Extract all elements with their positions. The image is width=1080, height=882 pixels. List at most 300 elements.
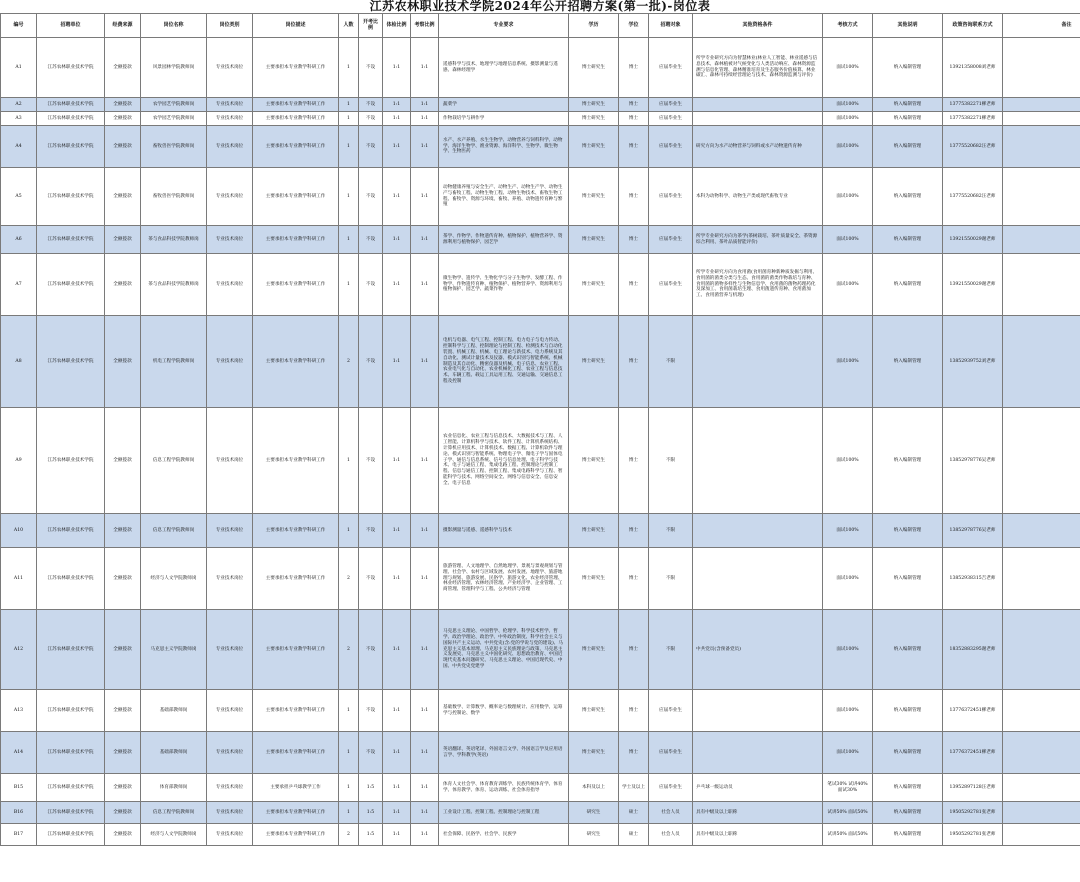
cell-description: 主要承担本专业教学科研工作	[253, 38, 339, 98]
cell-education: 博士研究生	[569, 168, 619, 226]
cell-note: 纳入编制管理	[873, 824, 943, 846]
cell-inspect-ratio: 1:1	[411, 774, 439, 802]
cell-contact: 13921358008刘老师	[943, 38, 1003, 98]
cell-contact: 13852978776吴老师	[943, 514, 1003, 548]
cell-unit: 江苏农林职业技术学院	[37, 126, 105, 168]
cell-target: 不限	[649, 610, 693, 690]
cell-degree: 博士	[619, 316, 649, 408]
cell-remark	[1003, 408, 1080, 514]
table-row	[1, 126, 1080, 168]
table-row	[1, 732, 1080, 774]
cell-target: 应届毕业生	[649, 226, 693, 254]
cell-assessment: 面试100%	[823, 126, 873, 168]
cell-inspect-ratio: 1:1	[411, 408, 439, 514]
cell-target: 应届毕业生	[649, 774, 693, 802]
cell-exam-ratio: 1:1	[383, 168, 411, 226]
cell-category: 专业技术岗位	[207, 254, 253, 316]
cell-note: 纳入编制管理	[873, 548, 943, 610]
table-row	[1, 38, 1080, 98]
cell-funding: 全额拨款	[105, 168, 141, 226]
header-target: 招聘对象	[649, 14, 693, 38]
cell-contact: 13776372451柳老师	[943, 732, 1003, 774]
cell-count: 1	[339, 514, 359, 548]
table-row	[1, 802, 1080, 824]
cell-remark	[1003, 802, 1080, 824]
cell-open-ratio: 不设	[359, 690, 383, 732]
header-education: 学历	[569, 14, 619, 38]
cell-position-name: 基础部教师岗	[141, 690, 207, 732]
cell-open-ratio: 不设	[359, 316, 383, 408]
cell-education: 博士研究生	[569, 690, 619, 732]
cell-funding: 全额拨款	[105, 226, 141, 254]
cell-education: 博士研究生	[569, 38, 619, 98]
cell-open-ratio: 不设	[359, 112, 383, 126]
table-row	[1, 226, 1080, 254]
cell-education: 博士研究生	[569, 226, 619, 254]
cell-education: 博士研究生	[569, 316, 619, 408]
cell-target: 应届毕业生	[649, 732, 693, 774]
cell-major: 作物栽培学与耕作学	[439, 112, 569, 126]
cell-major: 遥感科学与技术、地理学与地理信息系统、摄影测量与遥感、森林经理学	[439, 38, 569, 98]
cell-conditions: 所学专业研究方向为茶学(茶树栽培、茶叶质量安全、茶资源综合利用、茶叶品质智能评价)	[693, 226, 823, 254]
cell-category: 专业技术岗位	[207, 408, 253, 514]
cell-conditions	[693, 690, 823, 732]
cell-conditions	[693, 316, 823, 408]
cell-assessment: 试讲50% 面试50%	[823, 824, 873, 846]
cell-count: 2	[339, 316, 359, 408]
cell-funding: 全额拨款	[105, 824, 141, 846]
cell-degree: 硕士	[619, 802, 649, 824]
cell-conditions: 具有中级及以上职称	[693, 802, 823, 824]
cell-id: B16	[1, 802, 37, 824]
cell-description: 主要承担本专业教学科研工作	[253, 168, 339, 226]
cell-unit: 江苏农林职业技术学院	[37, 408, 105, 514]
cell-major: 动物健康养殖与安全生产、动物生产、动物生产学、动物生产与畜牧工程、动物生物工程、动物生物技术、畜牧生物工程、畜牧学、资源与环境、畜牧、养殖、动物遗传育种与繁殖	[439, 168, 569, 226]
cell-count: 1	[339, 112, 359, 126]
cell-inspect-ratio: 1:1	[411, 610, 439, 690]
cell-note: 纳入编制管理	[873, 168, 943, 226]
cell-id: A14	[1, 732, 37, 774]
cell-inspect-ratio: 1:1	[411, 168, 439, 226]
cell-target: 应届毕业生	[649, 690, 693, 732]
cell-category: 专业技术岗位	[207, 732, 253, 774]
cell-position-name: 畜牧兽医学院教师岗	[141, 168, 207, 226]
cell-description: 主要承担本专业教学科研工作	[253, 98, 339, 112]
cell-open-ratio: 1:5	[359, 774, 383, 802]
cell-assessment: 面试100%	[823, 38, 873, 98]
cell-count: 1	[339, 732, 359, 774]
cell-open-ratio: 1:5	[359, 824, 383, 846]
cell-position-name: 体育部教师岗	[141, 774, 207, 802]
cell-unit: 江苏农林职业技术学院	[37, 774, 105, 802]
cell-note: 纳入编制管理	[873, 802, 943, 824]
cell-contact: 13776372451柳老师	[943, 690, 1003, 732]
cell-remark	[1003, 514, 1080, 548]
cell-id: A8	[1, 316, 37, 408]
cell-target: 应届毕业生	[649, 126, 693, 168]
cell-category: 专业技术岗位	[207, 226, 253, 254]
cell-major: 社会保障、民俗学、社会学、民族学	[439, 824, 569, 846]
cell-inspect-ratio: 1:1	[411, 802, 439, 824]
cell-exam-ratio: 1:1	[383, 126, 411, 168]
cell-education: 本科及以上	[569, 774, 619, 802]
cell-remark	[1003, 732, 1080, 774]
cell-conditions	[693, 548, 823, 610]
table-row	[1, 824, 1080, 846]
cell-category: 专业技术岗位	[207, 802, 253, 824]
cell-count: 2	[339, 610, 359, 690]
cell-contact: 13775382271柳老师	[943, 98, 1003, 112]
cell-note: 纳入编制管理	[873, 254, 943, 316]
cell-inspect-ratio: 1:1	[411, 226, 439, 254]
cell-contact: 13952897128汪老师	[943, 774, 1003, 802]
header-unit: 招聘单位	[37, 14, 105, 38]
cell-unit: 江苏农林职业技术学院	[37, 38, 105, 98]
cell-contact: 19505292781张老师	[943, 824, 1003, 846]
cell-position-name: 马克思主义学院教师岗	[141, 610, 207, 690]
cell-exam-ratio: 1:1	[383, 112, 411, 126]
cell-count: 1	[339, 690, 359, 732]
cell-open-ratio: 1:5	[359, 802, 383, 824]
cell-target: 不限	[649, 514, 693, 548]
cell-unit: 江苏农林职业技术学院	[37, 732, 105, 774]
cell-target: 应届毕业生	[649, 168, 693, 226]
cell-funding: 全额拨款	[105, 112, 141, 126]
cell-description: 主要承担本专业教学科研工作	[253, 112, 339, 126]
cell-funding: 全额拨款	[105, 610, 141, 690]
cell-major: 茶学、作物学、作物遗传育种、植物保护、植物营养学、资源利用与植物保护、园艺学	[439, 226, 569, 254]
cell-assessment: 面试100%	[823, 408, 873, 514]
cell-id: A11	[1, 548, 37, 610]
cell-target: 应届毕业生	[649, 112, 693, 126]
cell-position-name: 农学园艺学院教师岗	[141, 98, 207, 112]
cell-unit: 江苏农林职业技术学院	[37, 168, 105, 226]
cell-assessment: 面试100%	[823, 732, 873, 774]
cell-degree: 博士	[619, 168, 649, 226]
cell-id: A13	[1, 690, 37, 732]
cell-open-ratio: 不设	[359, 38, 383, 98]
cell-conditions: 中共党员(含预备党员)	[693, 610, 823, 690]
cell-funding: 全额拨款	[105, 38, 141, 98]
cell-inspect-ratio: 1:1	[411, 690, 439, 732]
cell-major: 微生物学、遗传学、生物化学与分子生物学、发酵工程、作物学、作物遗传育种、植物保护、植物营养学、资源利用与植物保护、园艺学、蔬菜作物	[439, 254, 569, 316]
cell-major: 农业信息化、农业工程与信息技术、大数据技术与工程、人工智能、计算机科学与技术、软件工程、计算机系统结构、计算机应用技术、计算机技术、数据工程、计算机软件与理论、模式识别与智能系统、物理电子学、微电子学与固体电子学、通信与信息系统、信号与信息处理、电子科学与技术、电子与通信工程、集成电路工程、控制理论与控制工程、信息与通信工程、控制工程、集成电路科学与工程、智能科学与技术、网络空间安全、网络与信息安全、信息安全、电子信息	[439, 408, 569, 514]
cell-exam-ratio: 1:1	[383, 98, 411, 112]
cell-remark	[1003, 226, 1080, 254]
cell-inspect-ratio: 1:1	[411, 824, 439, 846]
cell-assessment: 面试100%	[823, 316, 873, 408]
cell-category: 专业技术岗位	[207, 316, 253, 408]
cell-conditions: 具有中级及以上职称	[693, 824, 823, 846]
cell-position-name: 经济与人文学院教师岗	[141, 824, 207, 846]
cell-description: 主要承担本专业教学科研工作	[253, 732, 339, 774]
cell-category: 专业技术岗位	[207, 112, 253, 126]
cell-id: B15	[1, 774, 37, 802]
cell-education: 博士研究生	[569, 610, 619, 690]
cell-education: 博士研究生	[569, 548, 619, 610]
cell-position-name: 信息工程学院教师岗	[141, 514, 207, 548]
cell-category: 专业技术岗位	[207, 824, 253, 846]
cell-inspect-ratio: 1:1	[411, 112, 439, 126]
cell-count: 1	[339, 802, 359, 824]
cell-remark	[1003, 824, 1080, 846]
cell-assessment: 面试100%	[823, 98, 873, 112]
table-row	[1, 112, 1080, 126]
cell-contact: 13775520682汪老师	[943, 168, 1003, 226]
recruitment-table	[0, 13, 1080, 846]
cell-count: 2	[339, 548, 359, 610]
cell-inspect-ratio: 1:1	[411, 548, 439, 610]
cell-remark	[1003, 126, 1080, 168]
cell-position-name: 茶与食品科技学院教师岗	[141, 254, 207, 316]
cell-open-ratio: 不设	[359, 254, 383, 316]
cell-funding: 全额拨款	[105, 514, 141, 548]
cell-target: 不限	[649, 316, 693, 408]
table-row	[1, 774, 1080, 802]
cell-remark	[1003, 548, 1080, 610]
cell-description: 主要承担本专业教学科研工作	[253, 408, 339, 514]
cell-education: 博士研究生	[569, 408, 619, 514]
cell-education: 研究生	[569, 802, 619, 824]
cell-description: 主要承担本专业教学科研工作	[253, 548, 339, 610]
cell-exam-ratio: 1:1	[383, 802, 411, 824]
cell-major: 水产、水产养殖、水生生物学、动物营养与饲料科学、动物学、海洋生物学、渔业资源、海洋科学、生物学、微生物学、生物医药	[439, 126, 569, 168]
cell-unit: 江苏农林职业技术学院	[37, 824, 105, 846]
cell-unit: 江苏农林职业技术学院	[37, 316, 105, 408]
cell-degree: 博士	[619, 112, 649, 126]
cell-assessment: 面试100%	[823, 254, 873, 316]
header-degree: 学位	[619, 14, 649, 38]
cell-position-name: 风景园林学院教师岗	[141, 38, 207, 98]
cell-open-ratio: 不设	[359, 168, 383, 226]
cell-unit: 江苏农林职业技术学院	[37, 802, 105, 824]
cell-funding: 全额拨款	[105, 126, 141, 168]
table-row	[1, 168, 1080, 226]
cell-assessment: 面试100%	[823, 226, 873, 254]
cell-id: A12	[1, 610, 37, 690]
header-major: 专业要求	[439, 14, 569, 38]
cell-id: A4	[1, 126, 37, 168]
cell-id: A10	[1, 514, 37, 548]
cell-note: 纳入编制管理	[873, 126, 943, 168]
cell-note: 纳入编制管理	[873, 98, 943, 112]
cell-unit: 江苏农林职业技术学院	[37, 254, 105, 316]
cell-major: 摄影测量与遥感、遥感科学与技术	[439, 514, 569, 548]
cell-open-ratio: 不设	[359, 548, 383, 610]
table-row	[1, 316, 1080, 408]
cell-id: A3	[1, 112, 37, 126]
cell-major: 英语翻译、英语笔译、外国语言文学、外国语言学及应用语言学、学科教学(英语)	[439, 732, 569, 774]
cell-exam-ratio: 1:1	[383, 38, 411, 98]
cell-funding: 全额拨款	[105, 732, 141, 774]
cell-id: B17	[1, 824, 37, 846]
cell-description: 主要承担本专业教学科研工作	[253, 610, 339, 690]
cell-funding: 全额拨款	[105, 774, 141, 802]
cell-exam-ratio: 1:1	[383, 514, 411, 548]
cell-conditions: 研究方向为水产动物营养与饲料或水产动物遗传育种	[693, 126, 823, 168]
header-exam-ratio: 体检比例	[383, 14, 411, 38]
cell-exam-ratio: 1:1	[383, 316, 411, 408]
cell-conditions: 所学专业研究方向为智慧林业(林业人工智能、林业遥感与信息技术、森林植被对气候变化与人类活动响应、森林资源监测与信息化管理、森林精准培育及生态服务价值核算、林业碳汇、森林可持续经营理论与技术、森林资源监测与评价)	[693, 38, 823, 98]
cell-target: 社会人员	[649, 802, 693, 824]
cell-inspect-ratio: 1:1	[411, 514, 439, 548]
cell-inspect-ratio: 1:1	[411, 98, 439, 112]
cell-open-ratio: 不设	[359, 408, 383, 514]
cell-target: 不限	[649, 548, 693, 610]
page-title: 江苏农林职业技术学院2024年公开招聘方案(第一批)-岗位表	[369, 0, 711, 13]
cell-id: A1	[1, 38, 37, 98]
cell-funding: 全额拨款	[105, 802, 141, 824]
cell-education: 博士研究生	[569, 112, 619, 126]
cell-major: 马克思主义理论、中国哲学、伦理学、科学技术哲学、哲学、政治学理论、政治学、中外政治制度、科学社会主义与国际共产主义运动、中共党史(含:党的学说与党的建设)、马克思主义基本原理、马克思主义民族理论与政策、马克思主义发展史、马克思主义中国化研究、思想政治教育、中国近现代史基本问题研究、马克思主义理论、中国近现代史、中国、中共党史党建学	[439, 610, 569, 690]
cell-inspect-ratio: 1:1	[411, 316, 439, 408]
cell-assessment: 面试100%	[823, 112, 873, 126]
cell-category: 专业技术岗位	[207, 98, 253, 112]
header-id: 编号	[1, 14, 37, 38]
cell-remark	[1003, 690, 1080, 732]
cell-assessment: 面试100%	[823, 690, 873, 732]
cell-exam-ratio: 1:1	[383, 254, 411, 316]
cell-description: 主要承担本专业教学科研工作	[253, 514, 339, 548]
cell-position-name: 畜牧兽医学院教师岗	[141, 126, 207, 168]
cell-contact: 13852938315吉老师	[943, 548, 1003, 610]
cell-note: 纳入编制管理	[873, 226, 943, 254]
cell-open-ratio: 不设	[359, 732, 383, 774]
cell-note: 纳入编制管理	[873, 112, 943, 126]
cell-category: 专业技术岗位	[207, 126, 253, 168]
cell-degree: 博士	[619, 408, 649, 514]
cell-position-name: 农学园艺学院教师岗	[141, 112, 207, 126]
cell-assessment: 面试100%	[823, 514, 873, 548]
cell-remark	[1003, 316, 1080, 408]
cell-unit: 江苏农林职业技术学院	[37, 690, 105, 732]
cell-position-name: 基础部教师岗	[141, 732, 207, 774]
cell-exam-ratio: 1:1	[383, 548, 411, 610]
cell-conditions: 本科为动物科学、动物生产类或现代畜牧专业	[693, 168, 823, 226]
cell-exam-ratio: 1:1	[383, 408, 411, 514]
cell-major: 蔬菜学	[439, 98, 569, 112]
cell-remark	[1003, 38, 1080, 98]
cell-degree: 博士	[619, 38, 649, 98]
cell-assessment: 笔试30% 试讲40% 面试30%	[823, 774, 873, 802]
cell-conditions	[693, 514, 823, 548]
cell-inspect-ratio: 1:1	[411, 38, 439, 98]
table-row	[1, 610, 1080, 690]
cell-funding: 全额拨款	[105, 690, 141, 732]
cell-contact: 19505292781张老师	[943, 802, 1003, 824]
cell-unit: 江苏农林职业技术学院	[37, 226, 105, 254]
table-row	[1, 514, 1080, 548]
cell-assessment: 面试100%	[823, 548, 873, 610]
cell-funding: 全额拨款	[105, 316, 141, 408]
cell-contact: 13921550029谢老师	[943, 226, 1003, 254]
cell-target: 社会人员	[649, 824, 693, 846]
cell-major: 体育人文社会学、体育教育训练学、民族传统体育学、体育学、体育教学、体育、运动训练、社会体育指导	[439, 774, 569, 802]
cell-major: 基础数学、计算数学、概率论与数理统计、应用数学、运筹学与控制论、数学	[439, 690, 569, 732]
cell-unit: 江苏农林职业技术学院	[37, 610, 105, 690]
cell-funding: 全额拨款	[105, 98, 141, 112]
cell-count: 1	[339, 408, 359, 514]
cell-position-name: 信息工程学院教师岗	[141, 802, 207, 824]
cell-note: 纳入编制管理	[873, 316, 943, 408]
cell-count: 1	[339, 254, 359, 316]
cell-note: 纳入编制管理	[873, 732, 943, 774]
cell-description: 主要承担乒乓球教学工作	[253, 774, 339, 802]
cell-open-ratio: 不设	[359, 226, 383, 254]
header-description: 岗位描述	[253, 14, 339, 38]
cell-contact: 13775382271柳老师	[943, 112, 1003, 126]
cell-note: 纳入编制管理	[873, 690, 943, 732]
cell-education: 博士研究生	[569, 514, 619, 548]
cell-remark	[1003, 610, 1080, 690]
cell-note: 纳入编制管理	[873, 610, 943, 690]
cell-category: 专业技术岗位	[207, 548, 253, 610]
cell-count: 1	[339, 774, 359, 802]
cell-category: 专业技术岗位	[207, 514, 253, 548]
cell-id: A7	[1, 254, 37, 316]
cell-degree: 博士	[619, 226, 649, 254]
cell-category: 专业技术岗位	[207, 774, 253, 802]
cell-id: A5	[1, 168, 37, 226]
header-assessment: 考核方式	[823, 14, 873, 38]
cell-exam-ratio: 1:1	[383, 226, 411, 254]
cell-exam-ratio: 1:1	[383, 732, 411, 774]
header-category: 岗位类别	[207, 14, 253, 38]
cell-open-ratio: 不设	[359, 514, 383, 548]
cell-degree: 博士	[619, 98, 649, 112]
cell-id: A9	[1, 408, 37, 514]
cell-degree: 硕士	[619, 824, 649, 846]
table-row	[1, 548, 1080, 610]
cell-open-ratio: 不设	[359, 126, 383, 168]
cell-remark	[1003, 98, 1080, 112]
cell-conditions	[693, 112, 823, 126]
cell-target: 应届毕业生	[649, 38, 693, 98]
cell-remark	[1003, 112, 1080, 126]
cell-count: 1	[339, 226, 359, 254]
cell-education: 博士研究生	[569, 126, 619, 168]
cell-count: 1	[339, 126, 359, 168]
cell-exam-ratio: 1:1	[383, 774, 411, 802]
cell-degree: 学士及以上	[619, 774, 649, 802]
cell-open-ratio: 不设	[359, 98, 383, 112]
cell-contact: 13852978776吴老师	[943, 408, 1003, 514]
cell-category: 专业技术岗位	[207, 690, 253, 732]
cell-major: 电机与电器、电气工程、控制工程、电力电子与电力传动、控制科学与工程、控制理论与控制工程、检测技术与自动化装置、机械工程、机械、电工理论与新技术、电力系统及其自动化、测试计量技术及仪器、模式识别与智能系统、机械制造及其自动化、精密仪器及机械、电子信息、农业工程、农业电气化与自动化、农业机械化工程、农业工程与信息技术、车辆工程、载运工具运用工程、交通运输、交通信息工程及控制	[439, 316, 569, 408]
cell-target: 应届毕业生	[649, 98, 693, 112]
cell-assessment: 面试100%	[823, 168, 873, 226]
cell-degree: 博士	[619, 126, 649, 168]
cell-id: A2	[1, 98, 37, 112]
cell-education: 博士研究生	[569, 254, 619, 316]
cell-degree: 博士	[619, 690, 649, 732]
cell-description: 主要承担本专业教学科研工作	[253, 824, 339, 846]
cell-exam-ratio: 1:1	[383, 610, 411, 690]
cell-unit: 江苏农林职业技术学院	[37, 98, 105, 112]
cell-assessment: 试讲50% 面试50%	[823, 802, 873, 824]
cell-funding: 全额拨款	[105, 254, 141, 316]
cell-count: 2	[339, 824, 359, 846]
cell-remark	[1003, 254, 1080, 316]
cell-category: 专业技术岗位	[207, 168, 253, 226]
cell-inspect-ratio: 1:1	[411, 126, 439, 168]
cell-assessment: 面试100%	[823, 610, 873, 690]
cell-description: 主要承担本专业教学科研工作	[253, 316, 339, 408]
cell-degree: 博士	[619, 610, 649, 690]
cell-education: 博士研究生	[569, 732, 619, 774]
cell-conditions: 所学专业研究方向为食用菌(食用菌育种新种质发掘与利用、食用菌的菌类分类与生态、食用菌的菌类作物栽培与育种、食用菌的菌物多样性与生物信息学、食用菌的菌物药理药化及深加工、食用菌栽培生理、食用菌遗传育种、食用菌加工、食用菌营养与机理)	[693, 254, 823, 316]
cell-position-name: 信息工程学院教师岗	[141, 408, 207, 514]
